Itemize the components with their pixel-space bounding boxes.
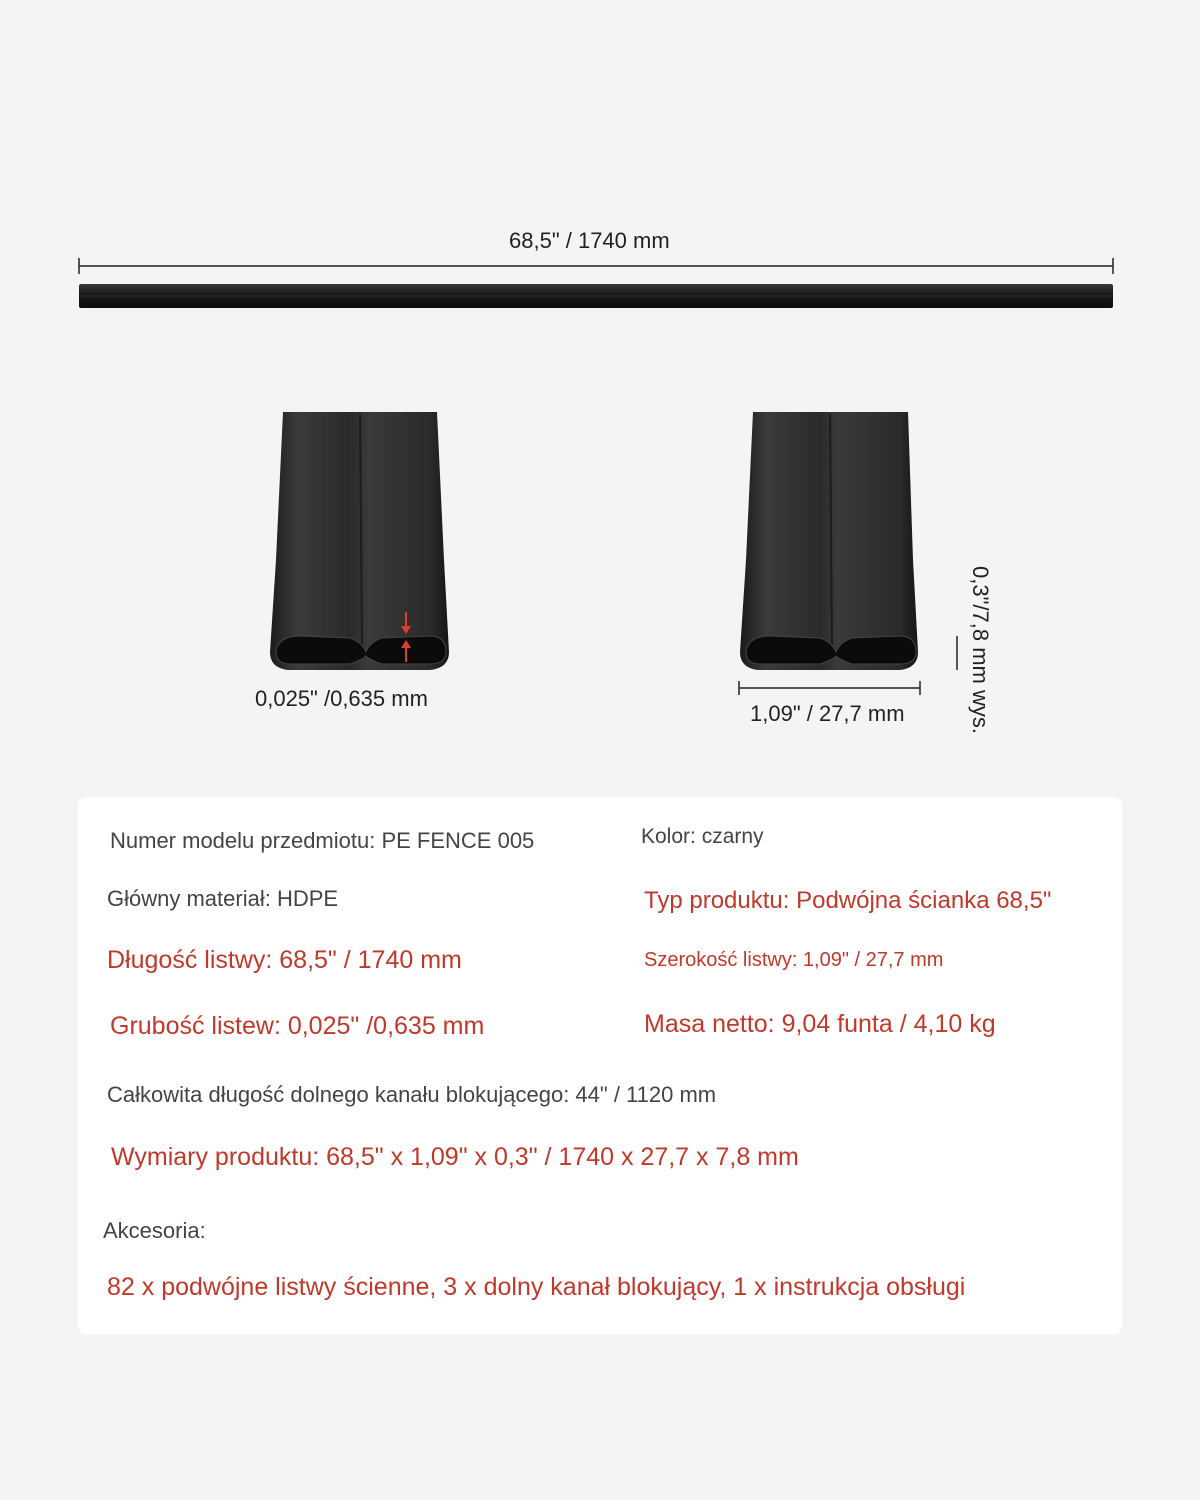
spec-slat-length: Długość listwy: 68,5" / 1740 mm — [107, 946, 462, 974]
spec-channel-length: Całkowita długość dolnego kanału blokującego: 44" / 1120 mm — [107, 1082, 717, 1107]
spec-product-type: Typ produktu: Podwójna ścianka 68,5" — [644, 887, 1052, 914]
spec-accessories-label: Akcesoria: — [103, 1218, 206, 1243]
spec-net-weight: Masa netto: 9,04 funta / 4,10 kg — [644, 1010, 996, 1038]
spec-model: Numer modelu przedmiotu: PE FENCE 005 — [110, 828, 535, 853]
spec-accessories-value: 82 x podwójne listwy ścienne, 3 x dolny kanał blokujący, 1 x instrukcja obsługi — [107, 1273, 966, 1301]
thickness-label: 0,025" /0,635 mm — [255, 686, 428, 711]
spec-product-dimensions: Wymiary produktu: 68,5" x 1,09" x 0,3" / 1740 x 27,7 x 7,8 mm — [111, 1143, 799, 1171]
spec-color: Kolor: czarny — [641, 825, 764, 848]
height-label: 0,3"/7,8 mm wys. — [968, 566, 993, 734]
spec-slat-width: Szerokość listwy: 1,09" / 27,7 mm — [644, 949, 944, 971]
spec-material: Główny materiał: HDPE — [107, 886, 339, 911]
spec-card — [78, 797, 1122, 1334]
spec-slat-thickness: Grubość listew: 0,025" /0,635 mm — [110, 1012, 485, 1040]
length-label: 68,5" / 1740 mm — [509, 228, 670, 253]
width-label: 1,09" / 27,7 mm — [750, 701, 905, 726]
